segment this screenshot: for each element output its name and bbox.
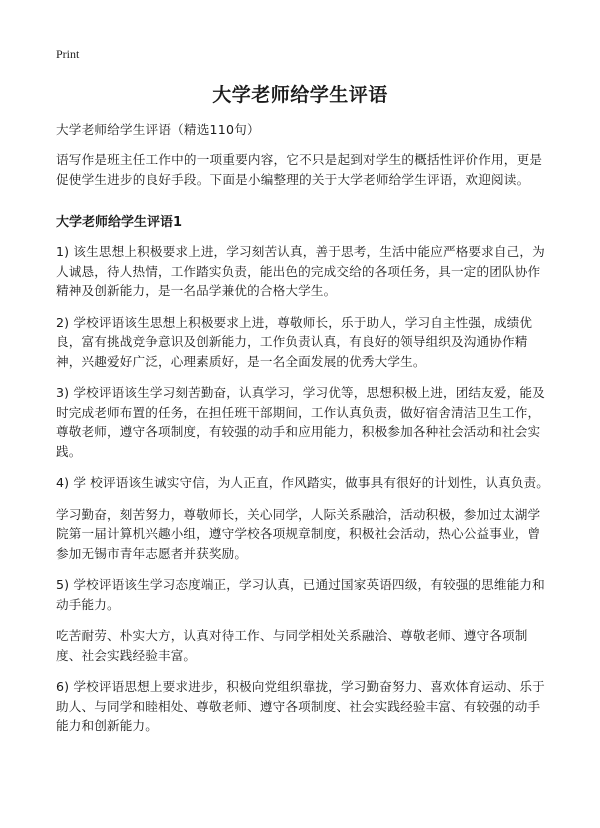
intro-paragraph: 语写作是班主任工作中的一项重要内容，它不只是起到对学生的概括性评价作用，更是促使学生进步的良好手段。下面是小编整理的关于大学老师给学生评语，欢迎阅读。	[56, 152, 543, 187]
comment-paragraph-1: 1) 该生思想上积极要求上进，学习刻苦认真，善于思考，生活中能应严格要求自己，为人诚恳，待人热情，工作踏实负责，能出色的完成交给的各项任务，具一定的团队协作精神及创新能力，是一名品学兼优的合格大学生。	[56, 244, 545, 298]
page-title: 大学老师给学生评语	[212, 84, 388, 106]
comment-paragraph-7: 吃苦耐劳、朴实大方，认真对待工作、与同学相处关系融洽、尊敬老师、遵守各项制度、社会实践经验丰富。	[56, 628, 528, 663]
print-label: Print	[56, 47, 80, 61]
comment-paragraph-6: 5) 学校评语该生学习态度端正，学习认真，已通过国家英语四级，有较强的思维能力和动手能力。	[56, 577, 545, 612]
document-subtitle: 大学老师给学生评语（精选110句）	[56, 122, 260, 137]
comment-paragraph-3: 3) 学校评语该生学习刻苦勤奋，认真学习，学习优等，思想积极上进，团结友爱，能及时完成老师布置的任务，在担任班干部期间，工作认真负责，做好宿舍清洁卫生工作，尊敬老师，遵守各项制度，有较强的动手和应用能力，积极参加各种社会活动和社会实践。	[56, 385, 545, 459]
comment-paragraph-2: 2) 学校评语该生思想上积极要求上进，尊敬师长，乐于助人，学习自主性强，成绩优良，富有挑战竞争意识及创新能力，工作负责认真，有良好的领导组织及沟通协作精神，兴趣爱好广泛，心理素质好，是一名全面发展的优秀大学生。	[56, 314, 533, 369]
comment-paragraph-8: 6) 学校评语思想上要求进步，积极向党组织靠拢，学习勤奋努力、喜欢体育运动、乐于助人、与同学和睦相处、尊敬老师、遵守各项制度、社会实践经验丰富、有较强的动手能力和创新能力。	[56, 679, 545, 733]
section-heading: 大学老师给学生评语1	[56, 215, 183, 230]
comment-paragraph-5: 学习勤奋，刻苦努力，尊敬师长，关心同学，人际关系融洽，活动积极，参加过太湖学院第一届计算机兴趣小组，遵守学校各项规章制度，积极社会活动，热心公益事业，曾参加无锡市青年志愿者并获奖励。	[56, 506, 541, 561]
comment-paragraph-4: 4) 学 校评语该生诚实守信，为人正直，作风踏实，做事具有很好的计划性，认真负责。	[56, 475, 550, 490]
comments-list	[56, 242, 552, 748]
